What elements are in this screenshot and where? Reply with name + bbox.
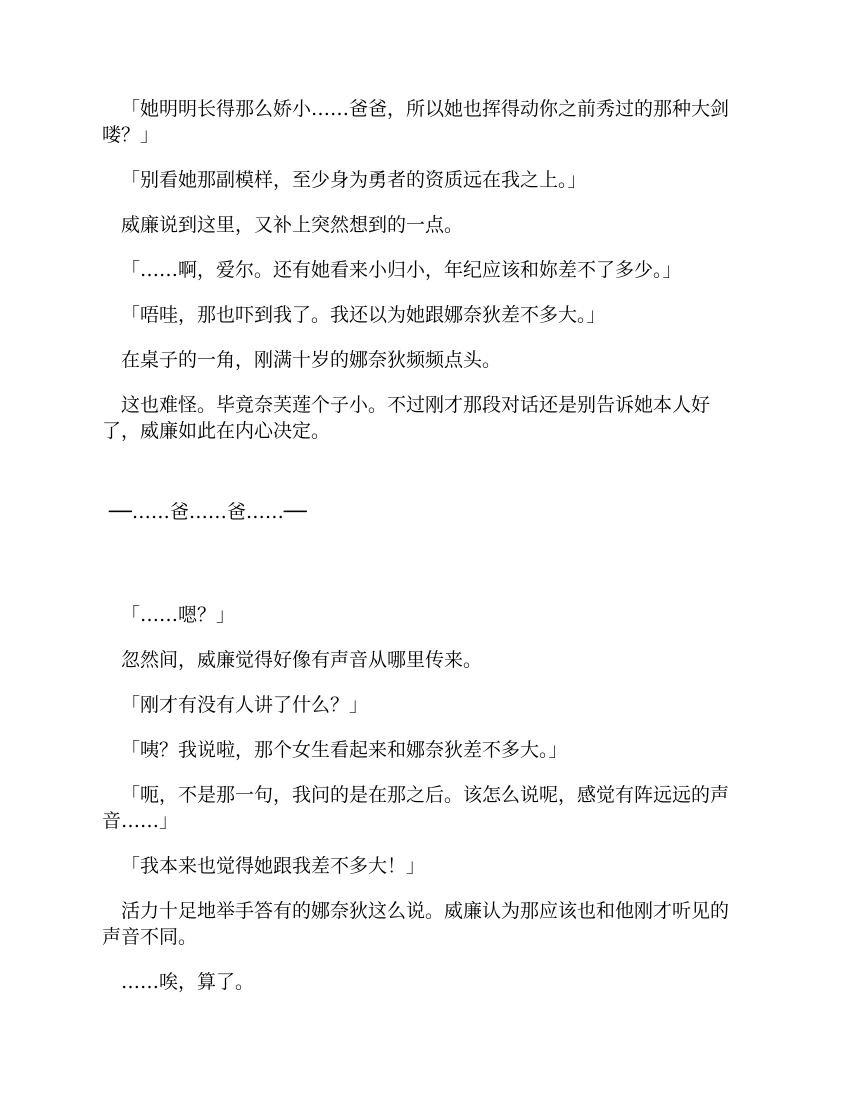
paragraph: 「刚才有没有人讲了什么？」 [121, 694, 369, 716]
document-page [102, 96, 742, 1014]
paragraph: 这也难怪。毕竟奈芙莲个子小。不过刚才那段对话还是别告诉她本人好了，威廉如此在内心决定。 [102, 394, 711, 442]
paragraph: 忽然间，威廉觉得好像有声音从哪里传来。 [121, 649, 483, 671]
section-gap [102, 463, 742, 499]
paragraph: 「她明明长得那么娇小……爸爸，所以她也挥得动你之前秀过的那种大剑喽？」 [102, 98, 730, 146]
paragraph: 活力十足地举手答有的娜奈狄这么说。威廉认为那应该也和他刚才听见的声音不同。 [102, 900, 730, 948]
paragraph: 「……嗯？」 [121, 604, 236, 626]
section-gap [102, 544, 742, 602]
paragraph: 威廉说到这里，又补上突然想到的一点。 [121, 214, 464, 236]
paragraph: 「我本来也觉得她跟我差不多大！」 [121, 855, 426, 877]
paragraph: 「咦？我说啦，那个女生看起来和娜奈狄差不多大。」 [121, 739, 568, 761]
paragraph: ……唉，算了。 [121, 971, 255, 993]
section-separator: ──……爸……爸……── [109, 501, 307, 523]
paragraph: 「……啊，爱尔。还有她看来小归小，年纪应该和妳差不了多少。」 [121, 259, 682, 281]
paragraph: 「呃，不是那一句，我问的是在那之后。该怎么说呢，感觉有阵远远的声音……」 [102, 784, 730, 832]
paragraph: 「别看她那副模样，至少身为勇者的资质远在我之上。」 [121, 169, 587, 191]
paragraph: 「唔哇，那也吓到我了。我还以为她跟娜奈狄差不多大。」 [121, 304, 606, 326]
paragraph: 在桌子的一角，刚满十岁的娜奈狄频频点头。 [121, 349, 502, 371]
